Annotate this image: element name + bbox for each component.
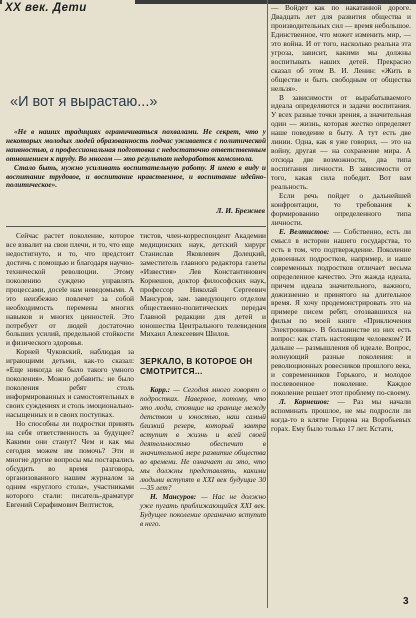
paragraph: Если речь пойдет о дальнейшей конфронтации, то требования к формированию определенного типа личности. (271, 191, 411, 227)
dialog-line: — Собственно, есть ли смысл в истории нашего государства, то есть в том, что подтверждение. Поколение довоенных подростков, например, и наше современных подростков отличает весьма определенное качество. Это жажда идеала, причем идеала значительного, важного, дожизненно и принятого на длительное время. Я хочу продемонстрировать это на примере писем ребят, отозвавшихся на фильм по моей книге «Приключения Электроника». В большинстве из них есть вопрос: как стать настоящим человеком? И дальше — размышления об идеале. Вопрос, волнующий разные поколения: и революционных ровесников прошлого века, и современников Горького, и молодое послевоенное поколение. Каждое поколение решает этот проблему по-своему. (271, 226, 411, 397)
paragraph: тистов, член-корреспондент Академии медицинских наук, детский хирург Станислав Яковлевич Долецкий, заместитель главного редактора газеты «Известия» Лев Константинович Корнешов, доктор философских наук, профессор Николай Сергеевич Мансуров, зам. заведующего отделом общественно-политических передач Главной редакции для детей и юношества Центрального телевидения Михаил Алексеевич Шилов. (140, 231, 266, 339)
speaker-name: Е. Велтистов: (279, 226, 330, 236)
column-divider (267, 0, 268, 608)
paragraph: Но способны ли подростки принять на себя ответственность за будущее? Какими они станут? Чем и как мы сегодня можем им помочь? Эти и многие другие вопросы мы постарались обсудить во время разговора, организованного нашим журналом за одним «круглого стола», участниками которого стали: писатель-драматург Евгений Серафимович Велтистов, (6, 419, 134, 509)
speaker-name: Н. Мансуров: (150, 492, 197, 502)
paragraph: Корней Чуковский, наблюдая за играющими детьми, как-то сказал: «Еще никогда не было такого умного поколения». Можно добавить: не было поколения ребят столь информированных и самостоятельных в своих суждениях и столь эмоционально-насыщенных и в своих поступках. (6, 347, 134, 420)
section-title: ЗЕРКАЛО, В КОТОРОЕ ОН СМОТРИТСЯ... (140, 357, 253, 376)
dialog-line: — Сегодня много говорят о подростках. Наверное, потому, что это люди, стоящие на границе между детством и юностью, наш самый близкий резерв, который завтра вступит в жизнь и всей своей деятельностью обеспечит в значительной мере развитие общества во времени. Не означает ли это, что мы должны представлять, какими людьми вступят в XXI век будущие 30—35 лет? (140, 385, 266, 493)
epigraph-signature: Л. И. Брежнев (216, 206, 265, 215)
speaker-name: Л. Корнешов: (279, 396, 330, 406)
epigraph (6, 128, 266, 190)
dialog-line: — Раз мы начали вспоминать прошлое, не мы подросли ли когда-то в клятве Герцена на Воробьевых горах. Ему было только 17 лет. Кстати, (271, 396, 411, 433)
column-left (6, 232, 134, 510)
dialog-line: — Нас не должно уже пугать приближающийся XXI век. Будущее поколение органично вступит в него. (140, 492, 266, 529)
paragraph: — Войдет как по накатанной дороге. Двадцать лет для развития общества и производительных сил — время небольшое. Единственное, что может изменить мир, — это война. И от того, насколько реальна эта угроза, зависит, какими мы должны воспитывать наших детей. Прекрасно сказал об этом В. И. Ленин: «Жить в обществе и быть свободным от общества нельзя». (271, 3, 411, 93)
column-middle (140, 232, 266, 339)
epigraph-text: «Не в наших традициях ограничиваться похвалами. Не секрет, что у некоторых молодых людей образованность подчас уживается с политической наивностью, а профессиональная подготовка с недостаточно ответственным отношением к труду. Во многом — это результат недоработок комсомола. (6, 127, 266, 163)
paragraph: В зависимости от вырабатываемого идеала определяются и задачи воспитания. У всех разные точки зрения, а значительная один — жизнь, которая жестко определяет наше поведение в быту. А тут есть две линии. Одна, как я уже говорил, — это на войну, другая — на сохранение мира. А отсюда две возможности, два типа воспитания личности. В зависимости от того, какая сила победит. Вот вам реальность. (271, 92, 411, 192)
epigraph-text-2: Стало быть, нужно усиливать воспитательную работу. Я имею в виду и воспитание трудовое, и воспитание нравственное, и воспитание идейно-политическое». (6, 162, 266, 190)
speaker-name: Корр.: (150, 385, 171, 394)
divider (6, 226, 266, 227)
dialog-column (140, 386, 266, 529)
paragraph: Сейчас растет поколение, которое все взвалит на свои плечи, и то, что еще недостигнуто, и то, что предстоит достичь с помощью и благодаря научно-технической революции. Этому поколению суждено управлять процессами, досele нам неведомыми. А это неизбежно повлечет за собой необходимость перемены многих навыков и многих ценностей. Это потребует от людей достаточно больших усилий, предельной стойкости и физического здоровья. (6, 231, 134, 348)
section-tag: XX век. Дети (2, 0, 135, 16)
article-title: «И вот я вырастаю...» (10, 94, 158, 110)
column-right (271, 4, 411, 434)
page-number: 3 (403, 596, 409, 607)
